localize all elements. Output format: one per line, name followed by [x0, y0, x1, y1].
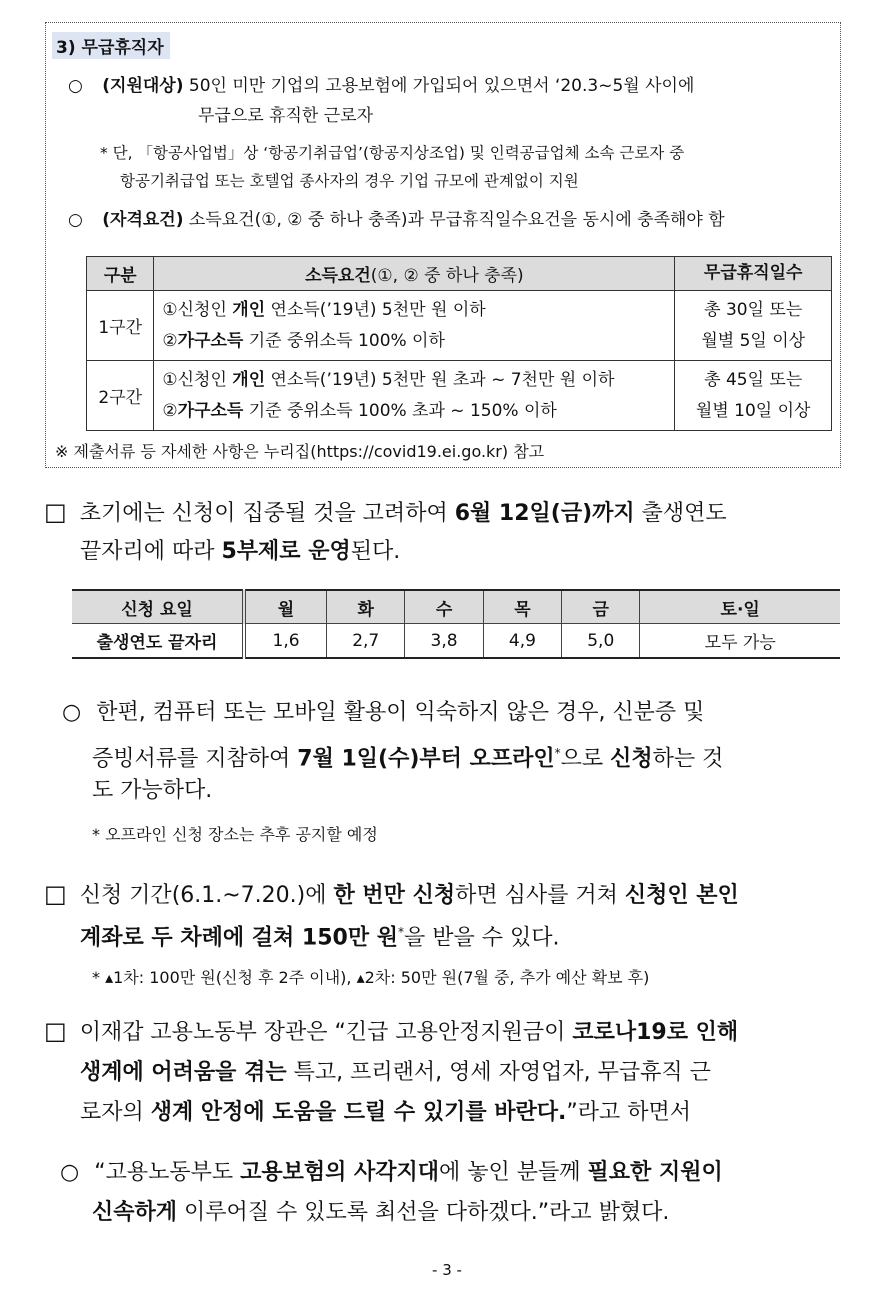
days-cell: 총 30일 또는 월별 5일 이상: [675, 291, 832, 361]
exception-note-line-2: 항공기취급업 또는 호텔업 종사자의 경우 기업 규모에 관계없이 지원: [120, 172, 579, 190]
header-weekend: 토·일: [640, 590, 840, 624]
header-income: 소득요건(①, ② 중 하나 충족): [154, 257, 675, 291]
paragraph-5-line-1: ○ “고용노동부도 고용보험의 사각지대에 놓인 분들께 필요한 지원이: [60, 1160, 723, 1185]
days-cell: 총 45일 또는 월별 10일 이상: [675, 361, 832, 431]
bullet-circle: ○: [60, 1160, 80, 1185]
paragraph-3-line-1: □ 신청 기간(6.1.~7.20.)에 한 번만 신청하면 심사를 거쳐 신청인 본인: [44, 880, 739, 908]
payment-note: * ▴1차: 100만 원(신청 후 2주 이내), ▴2차: 50만 원(7월 중, 추가 예산 확보 후): [92, 968, 650, 987]
offline-note: * 오프라인 신청 장소는 추후 공지할 예정: [92, 825, 378, 844]
header-mon: 월: [244, 590, 327, 624]
paragraph-4-line-2: 생계에 어려움을 겪는 특고, 프리랜서, 영세 자영업자, 무급휴직 근: [80, 1060, 711, 1085]
exception-note-line-1: * 단, 「항공사업법」상 ‘항공기취급업’(항공지상조업) 및 인력공급업체 소속 근로자 중: [100, 144, 685, 162]
header-wed: 수: [405, 590, 483, 624]
reference-footnote: ※ 제출서류 등 자세한 사항은 누리집(https://covid19.ei.go.kr) 참고: [55, 442, 545, 461]
paragraph-1-line-1: □ 초기에는 신청이 집중될 것을 고려하여 6월 12일(금)까지 출생연도: [44, 498, 727, 526]
paragraph-2-line-2: 증빙서류를 지참하여 7월 1일(수)부터 오프라인*으로 신청하는 것: [92, 746, 724, 772]
target-text: 50인 미만 기업의 고용보험에 가입되어 있으면서 ‘20.3~5월 사이에: [188, 76, 695, 96]
table-row: [72, 624, 840, 659]
bullet-circle: ○: [62, 700, 82, 725]
page-number: - 3 -: [432, 1261, 462, 1279]
bullet-circle: ○: [68, 210, 83, 230]
paragraph-1-line-2: 끝자리에 따라 5부제로 운영된다.: [80, 539, 401, 564]
birth-year-schedule-table: [72, 589, 840, 659]
header-fri: 금: [562, 590, 640, 624]
cell-thu: 4,9: [483, 624, 561, 659]
paragraph-3-line-2: 계좌로 두 차례에 걸쳐 150만 원*을 받을 수 있다.: [80, 925, 560, 951]
qualification-label: (자격요건): [102, 210, 184, 230]
group-cell: 2구간: [87, 361, 154, 431]
header-tue: 화: [327, 590, 405, 624]
cell-wed: 3,8: [405, 624, 483, 659]
section-title: 3) 무급휴직자: [52, 32, 170, 59]
cell-mon: 1,6: [244, 624, 327, 659]
bullet-square: □: [44, 1017, 67, 1045]
paragraph-4-line-3: 로자의 생계 안정에 도움을 드릴 수 있기를 바란다.”라고 하면서: [80, 1100, 692, 1125]
cell-fri: 5,0: [562, 624, 640, 659]
table-row: [87, 291, 832, 361]
qualification-text: 소득요건(①, ② 중 하나 충족)과 무급휴직일수요건을 동시에 충족해야 함: [188, 210, 725, 230]
header-group: 구분: [87, 257, 154, 291]
bullet-square: □: [44, 880, 67, 908]
paragraph-5-line-2: 신속하게 이루어질 수 있도록 최선을 다하겠다.”라고 밝혔다.: [92, 1200, 670, 1225]
header-weekday: 신청 요일: [72, 590, 244, 624]
qualification-line: [68, 205, 725, 236]
paragraph-2-line-3: 도 가능하다.: [92, 778, 213, 803]
income-cell: ①신청인 개인 연소득(’19년) 5천만 원 초과 ~ 7천만 원 이하 ②가구소득 기준 중위소득 100% 초과 ~ 150% 이하: [154, 361, 675, 431]
bullet-circle: ○: [68, 76, 83, 96]
row-label: 출생연도 끝자리: [72, 624, 244, 659]
paragraph-4-line-1: □ 이재갑 고용노동부 장관은 “긴급 고용안정지원금이 코로나19로 인해: [44, 1017, 739, 1045]
income-cell: ①신청인 개인 연소득(’19년) 5천만 원 이하 ②가구소득 기준 중위소득 100% 이하: [154, 291, 675, 361]
income-requirement-table: [86, 256, 832, 431]
group-cell: 1구간: [87, 291, 154, 361]
header-days: 무급휴직일수: [675, 257, 832, 291]
target-line-1: [68, 71, 694, 102]
paragraph-2-line-1: ○ 한편, 컴퓨터 또는 모바일 활용이 익숙하지 않은 경우, 신분증 및: [62, 700, 705, 725]
header-thu: 목: [483, 590, 561, 624]
bullet-square: □: [44, 498, 67, 526]
cell-tue: 2,7: [327, 624, 405, 659]
target-line-2: 무급으로 휴직한 근로자: [198, 106, 374, 126]
cell-weekend: 모두 가능: [640, 624, 840, 659]
target-label: (지원대상): [102, 76, 184, 96]
table-row: [87, 361, 832, 431]
